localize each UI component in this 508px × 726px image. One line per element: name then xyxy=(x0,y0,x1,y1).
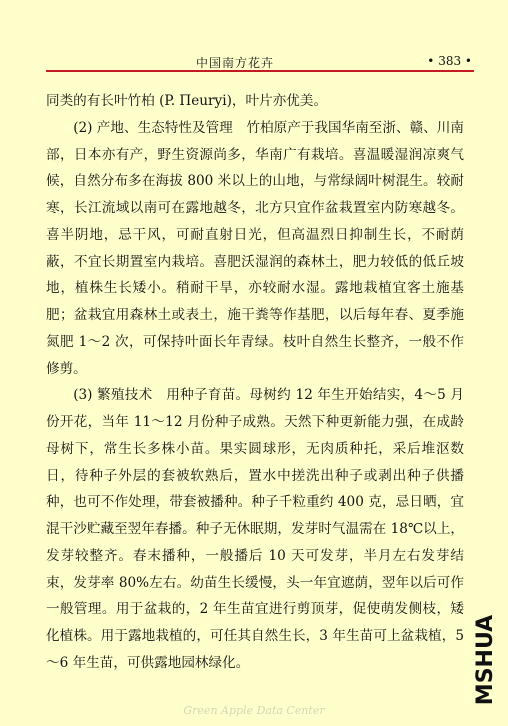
running-title: 中国南方花卉 xyxy=(196,56,275,70)
header-rule xyxy=(46,70,474,72)
paragraph-continuation: 同类的有长叶竹柏 (P. Πeuryi)，叶片亦优美。 xyxy=(46,93,328,109)
page-number: • 383 • xyxy=(427,54,472,68)
footer-watermark: Green Apple Data Center xyxy=(183,704,325,717)
page-header xyxy=(46,54,474,68)
paragraph-habitat-management: (2) 产地、生态特性及管理 竹柏原产于我国华南至浙、赣、川南部，日本亦有产，野生资源尚多，华南广有栽培。喜温暖湿润凉爽气候，自然分布多在海拔 800 米以上的山地，与常绿阔叶树混生。较耐寒，长江流域以南可在露地越冬，北方只宜作盆栽置室内防寒越冬。喜半阴地，忌干风，可耐直射日光，但高温烈日抑制生长，不耐荫蔽，不宜长期置室内栽培。喜肥沃湿润的森林土，肥力较低的低丘坡地，植株生长矮小。稍耐干旱，亦较耐水湿。露地栽植宜客土施基肥；盆栽宜用森林土或表土，施干粪等作基肥，以后每年春、夏季施氮肥 1～2 次，可保持叶面长年青绿。枝叶自然生长整齐，一般不作修剪。 xyxy=(46,119,464,377)
body-text xyxy=(46,88,464,677)
paragraph-propagation: (3) 繁殖技术 用种子育苗。母树约 12 年生开始结实，4～5 月份开花，当年 11～12 月份种子成熟。天然下种更新能力强，在成龄母树下，常生长多株小苗。果实圆球形，无肉质种托，采后堆沤数日，待种子外层的套被软熟后，置水中搓洗出种子或剥出种子供播种，也可不作处理，带套被播种。种子千粒重约 400 克，忌日晒，宜混干沙贮藏至翌年春播。种子无休眠期，发芽时气温需在 18℃以上，发芽较整齐。春末播种，一般播后 10 天可发芽，半月左右发芽结束，发芽率 80%左右。幼苗生长缓慢，头一年宜遮荫，翌年以后可作一般管理。用于盆栽的，2 年生苗宜进行剪顶芽，促使萌发侧枝，矮化植株。用于露地栽植的，可任其自然生长，3 年生苗可上盆栽植，5～6 年生苗，可供露地园林绿化。 xyxy=(46,387,464,671)
side-watermark-mark: MSHUA xyxy=(472,614,498,706)
